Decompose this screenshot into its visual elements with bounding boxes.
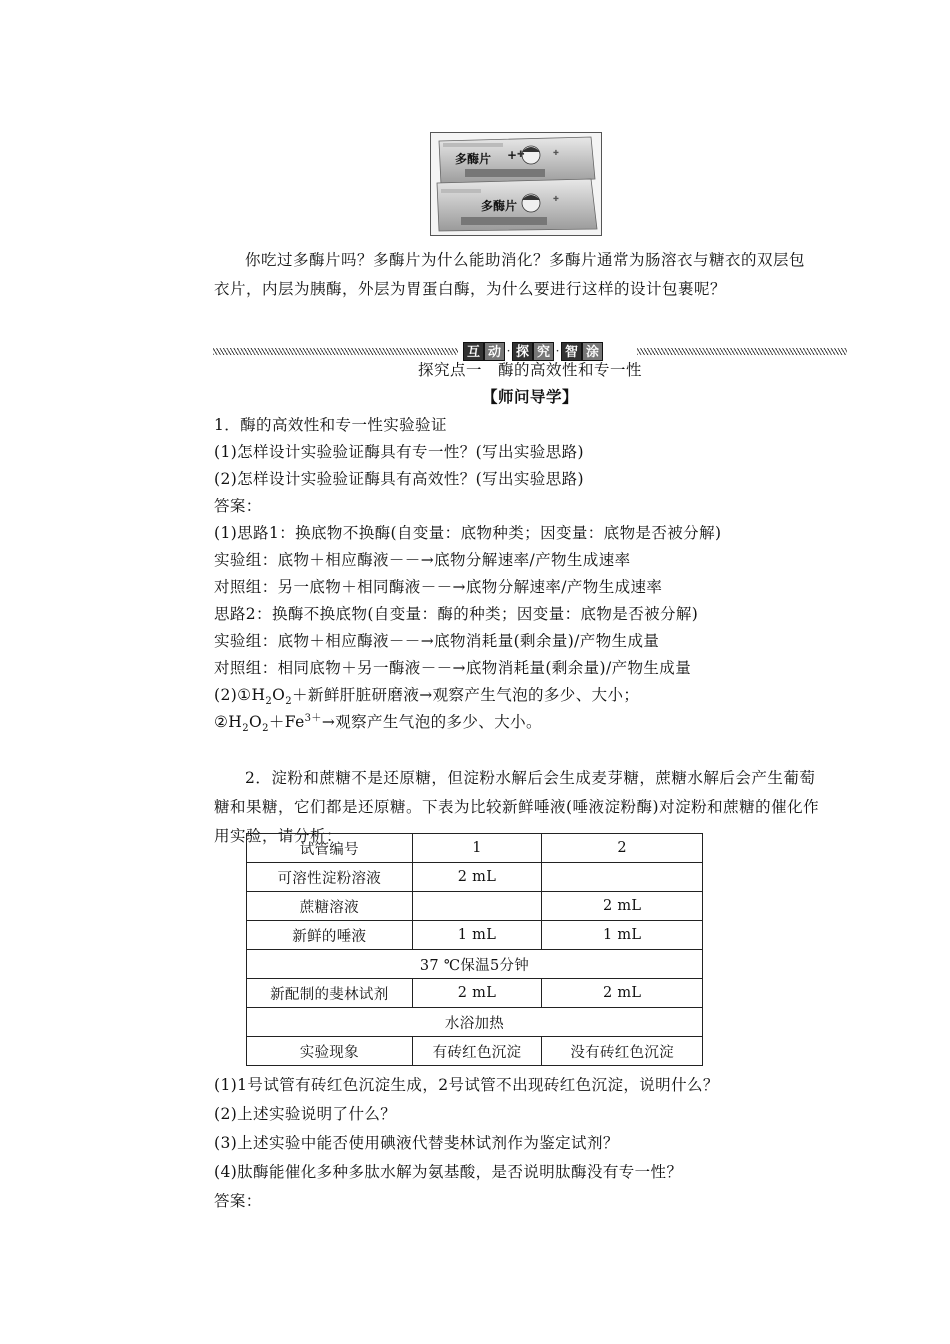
question-item: (4)肽酶能催化多种多肽水解为氨基酸，是否说明肽酶没有专一性？ bbox=[214, 1163, 683, 1181]
banner-hatch-right bbox=[637, 348, 847, 355]
question-paragraph: 2．淀粉和蔗糖不是还原糖，但淀粉水解后会生成麦芽糖，蔗糖水解后会产生葡萄糖和果糖，它们都是还原糖。下表为比较新鲜唾液(唾液淀粉酶)对淀粉和蔗糖的催化作用实验，请分析： bbox=[214, 769, 820, 845]
text-line: 实验组：底物＋相应酶液－－→底物消耗量(剩余量)/产物生成量 bbox=[214, 632, 660, 650]
table-row bbox=[247, 1008, 703, 1037]
text-line: 对照组：另一底物＋相同酶液－－→底物分解速率/产物生成速率 bbox=[214, 578, 663, 596]
table-row bbox=[247, 1037, 703, 1066]
table-cell-merged: 水浴加热 bbox=[247, 1008, 703, 1037]
question-list bbox=[214, 1071, 824, 1216]
table-cell bbox=[542, 863, 703, 892]
banner-dot: · bbox=[506, 344, 511, 358]
table-row bbox=[247, 950, 703, 979]
table-row bbox=[247, 863, 703, 892]
table-cell: 2 mL bbox=[412, 863, 542, 892]
banner-tab-char: 互 bbox=[463, 342, 484, 361]
table-cell-merged: 37 ℃保温5分钟 bbox=[247, 950, 703, 979]
table-cell: 1 mL bbox=[542, 921, 703, 950]
formula-text: (2)①H bbox=[214, 686, 266, 704]
banner-tab-char: 究 bbox=[533, 342, 554, 361]
formula-text: ②H bbox=[214, 713, 243, 731]
svg-text:✚: ✚ bbox=[553, 195, 559, 203]
table-cell: 新鲜的唾液 bbox=[247, 921, 413, 950]
table-row bbox=[247, 979, 703, 1008]
banner-dot: · bbox=[555, 344, 560, 358]
table-cell: 蔗糖溶液 bbox=[247, 892, 413, 921]
table-cell bbox=[412, 892, 542, 921]
product-label-bottom: 多酶片 bbox=[481, 199, 518, 213]
formula-text: O bbox=[272, 686, 286, 704]
table-cell: 实验现象 bbox=[247, 1037, 413, 1066]
svg-text:✚: ✚ bbox=[553, 149, 559, 157]
question-item: (3)上述实验中能否使用碘液代替斐林试剂作为鉴定试剂？ bbox=[214, 1134, 619, 1152]
table-cell: 没有砖红色沉淀 bbox=[542, 1037, 703, 1066]
formula-text: ＋新鲜肝脏研磨液→观察产生气泡的多少、大小； bbox=[292, 686, 640, 704]
table-cell: 2 mL bbox=[542, 892, 703, 921]
table-row bbox=[247, 892, 703, 921]
text-line: 思路2：换酶不换底物(自变量：酶的种类；因变量：底物是否被分解) bbox=[214, 605, 699, 623]
product-plus-top: + bbox=[507, 148, 518, 162]
section-title: 探究点一 酶的高效性和专一性 bbox=[417, 361, 642, 379]
text-line: (1)思路1：换底物不换酶(自变量：底物种类；因变量：底物是否被分解) bbox=[214, 524, 722, 542]
table-cell: 新配制的斐林试剂 bbox=[247, 979, 413, 1008]
formula-subscript: 2 bbox=[262, 723, 269, 735]
product-label-top: 多酶片 bbox=[455, 152, 492, 166]
formula-subscript: 2 bbox=[265, 696, 273, 708]
text-line: 实验组：底物＋相应酶液－－→底物分解速率/产物生成速率 bbox=[214, 551, 631, 569]
subhead: 【师问导学】 bbox=[481, 387, 578, 406]
table-cell: 1 mL bbox=[412, 921, 542, 950]
answer-lines bbox=[214, 412, 824, 736]
table-cell: 可溶性淀粉溶液 bbox=[247, 863, 413, 892]
formula-line-1 bbox=[214, 682, 824, 709]
formula-text: O bbox=[248, 713, 263, 731]
question-item: (2)上述实验说明了什么？ bbox=[214, 1105, 397, 1123]
experiment-table bbox=[246, 833, 703, 1066]
table-row bbox=[247, 834, 703, 863]
banner-tab-char: 涂 bbox=[582, 342, 603, 361]
table-cell: 试管编号 bbox=[247, 834, 413, 863]
text-line: (2)怎样设计实验验证酶具有高效性？(写出实验思路) bbox=[214, 470, 584, 488]
table-cell: 2 mL bbox=[412, 979, 542, 1008]
svg-text:✚: ✚ bbox=[517, 150, 525, 160]
formula-line-2 bbox=[214, 709, 824, 736]
formula-text: ＋Fe bbox=[268, 713, 305, 731]
text-line: 对照组：相同底物＋另一酶液－－→底物消耗量(剩余量)/产物生成量 bbox=[214, 659, 692, 677]
banner-tab-char: 智 bbox=[561, 342, 582, 361]
table-row bbox=[247, 921, 703, 950]
table-cell: 2 bbox=[542, 834, 703, 863]
table-cell: 有砖红色沉淀 bbox=[412, 1037, 542, 1066]
banner-tab-char: 探 bbox=[512, 342, 533, 361]
formula-subscript: 2 bbox=[242, 723, 249, 735]
text-line: 1．酶的高效性和专一性实验验证 bbox=[214, 416, 447, 434]
intro-paragraph: 你吃过多酶片吗？多酶片为什么能助消化？多酶片通常为肠溶衣与糖衣的双层包衣片，内层为胰酶，外层为胃蛋白酶，为什么要进行这样的设计包裹呢？ bbox=[214, 251, 806, 298]
banner-tab-char: 动 bbox=[484, 342, 505, 361]
formula-superscript: 3＋ bbox=[304, 712, 322, 724]
product-photo bbox=[430, 132, 602, 236]
formula-subscript: 2 bbox=[285, 696, 293, 708]
text-line: 答案： bbox=[214, 497, 262, 515]
banner-hatch-left bbox=[213, 348, 458, 355]
table-cell: 1 bbox=[412, 834, 542, 863]
table-cell: 2 mL bbox=[542, 979, 703, 1008]
formula-text: →观察产生气泡的多少、大小。 bbox=[321, 713, 542, 731]
question-item: (1)1号试管有砖红色沉淀生成，2号试管不出现砖红色沉淀，说明什么？ bbox=[214, 1076, 719, 1094]
answer-label: 答案： bbox=[214, 1192, 262, 1210]
text-line: (1)怎样设计实验验证酶具有专一性？(写出实验思路) bbox=[214, 443, 584, 461]
